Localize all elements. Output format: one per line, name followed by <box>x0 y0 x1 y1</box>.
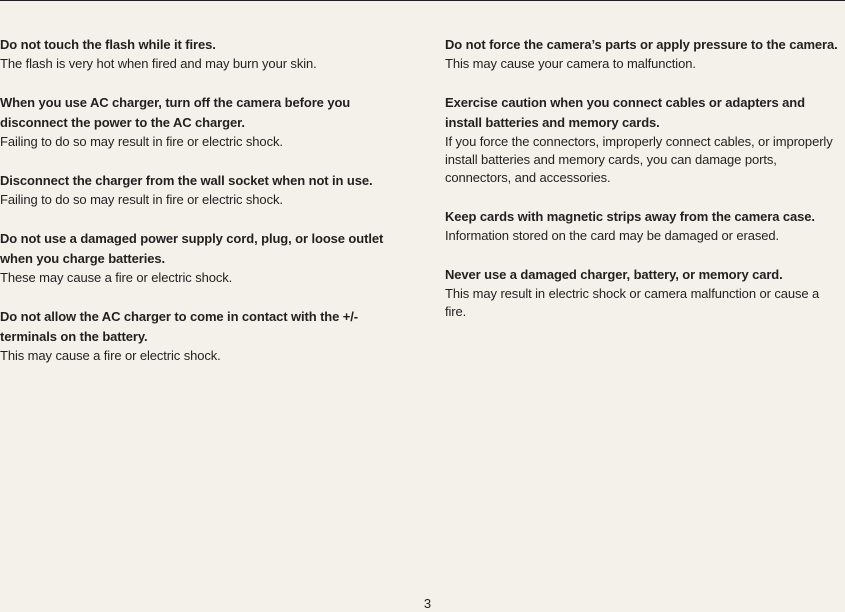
safety-item <box>445 35 840 73</box>
safety-item-title: Exercise caution when you connect cables or adapters and install batteries and memory cards. <box>445 95 805 130</box>
safety-item <box>0 93 400 151</box>
safety-item-body: This may cause your camera to malfunction. <box>445 56 696 71</box>
safety-item-body: This may cause a fire or electric shock. <box>0 348 221 363</box>
safety-item-body: Information stored on the card may be damaged or erased. <box>445 228 780 243</box>
safety-item-title: Never use a damaged charger, battery, or memory card. <box>445 267 783 282</box>
safety-item <box>0 229 400 287</box>
safety-item-body: Failing to do so may result in fire or electric shock. <box>0 192 283 207</box>
right-column <box>445 35 840 341</box>
safety-item-title: When you use AC charger, turn off the camera before you disconnect the power to the AC charger. <box>0 95 351 130</box>
top-divider <box>0 0 845 1</box>
safety-item-title: Do not touch the flash while it fires. <box>0 37 216 52</box>
safety-item-title: Do not use a damaged power supply cord, plug, or loose outlet when you charge batteries. <box>0 231 384 266</box>
safety-item <box>445 265 840 321</box>
safety-item-body: This may result in electric shock or camera malfunction or cause a fire. <box>445 286 820 319</box>
safety-item-body: If you force the connectors, improperly connect cables, or improperly install batteries and memory cards, you can damage ports, connectors, and accessories. <box>445 134 833 185</box>
page-number: 3 <box>423 596 432 611</box>
safety-item-title: Do not force the camera’s parts or apply pressure to the camera. <box>445 37 838 52</box>
safety-item <box>0 307 400 365</box>
safety-item-title: Disconnect the charger from the wall socket when not in use. <box>0 173 373 188</box>
safety-item-title: Do not allow the AC charger to come in contact with the +/- terminals on the battery. <box>0 309 359 344</box>
safety-item-body: These may cause a fire or electric shock. <box>0 270 233 285</box>
left-column <box>0 35 400 385</box>
safety-item <box>0 35 400 73</box>
safety-item-body: Failing to do so may result in fire or electric shock. <box>0 134 283 149</box>
safety-item <box>0 171 400 209</box>
safety-item-title: Keep cards with magnetic strips away from the camera case. <box>445 209 815 224</box>
safety-item <box>445 207 840 245</box>
safety-item <box>445 93 840 187</box>
safety-item-body: The flash is very hot when fired and may burn your skin. <box>0 56 317 71</box>
